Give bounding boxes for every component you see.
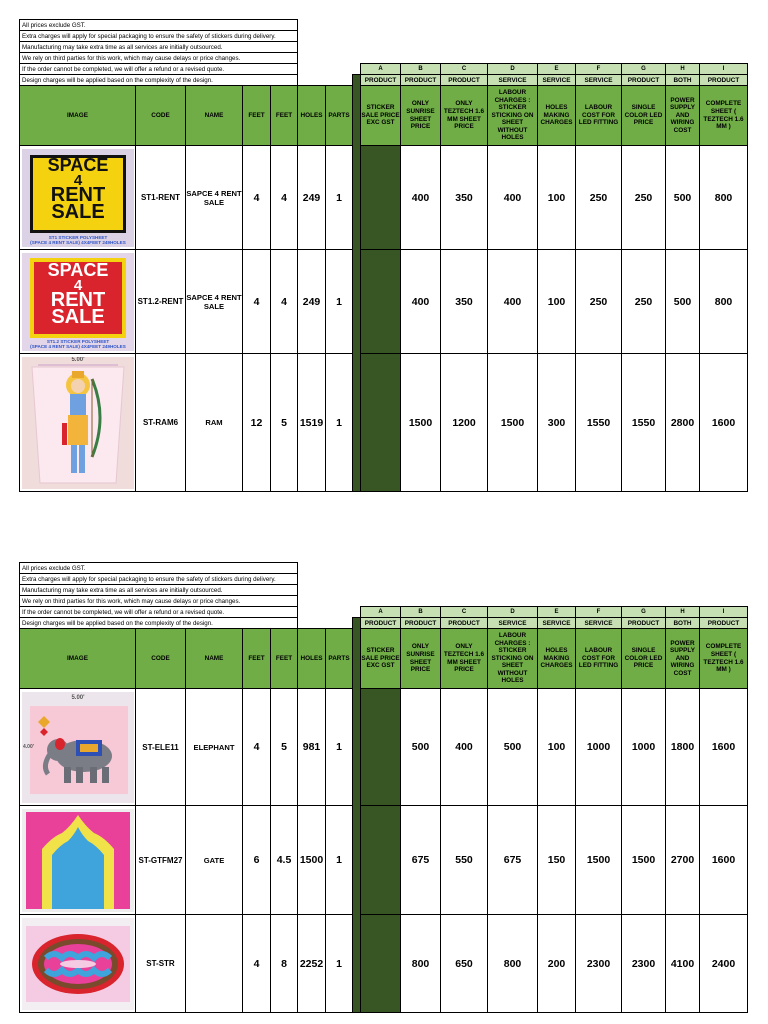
column-letter-row — [20, 64, 748, 75]
sunrise-price: 350 — [441, 146, 488, 250]
header-holes-charges: HOLES MAKING CHARGES — [538, 629, 576, 689]
product-image-cell — [20, 689, 136, 806]
note-line: If the order cannot be completed, we will offer a refund or a revised quote. — [20, 64, 298, 75]
dimension-label: 5.00' — [71, 356, 85, 363]
column-letter: E — [538, 64, 576, 75]
feet-value: 5 — [271, 354, 298, 492]
note-line: Extra charges will apply for special packaging to ensure the safety of stickers during delivery. — [20, 574, 298, 585]
column-type: SERVICE — [538, 618, 576, 629]
column-type: PRODUCT — [622, 618, 666, 629]
note-line: Design charges will be applied based on the complexity of the design. — [20, 75, 298, 86]
header-sticker-price: STICKER SALE PRICE EXC GST — [361, 629, 401, 689]
product-image — [22, 809, 134, 912]
header-labour-charges: LABOUR CHARGES : STICKER STICKING ON SHEET WITHOUT HOLES — [488, 86, 538, 146]
product-image-cell — [20, 915, 136, 1013]
led-fitting-cost: 250 — [622, 250, 666, 354]
note-line: Design charges will be applied based on the complexity of the design. — [20, 618, 298, 629]
header-feet: FEET — [271, 629, 298, 689]
table-row — [20, 250, 748, 354]
header-holes-charges: HOLES MAKING CHARGES — [538, 86, 576, 146]
power-supply-cost: 1600 — [700, 806, 748, 915]
column-type: PRODUCT — [361, 75, 401, 86]
parts-value: 1 — [326, 806, 353, 915]
sunrise-price: 400 — [441, 689, 488, 806]
header-led-fitting: LABOUR COST FOR LED FITTING — [576, 629, 622, 689]
image-caption: (SPACE 4 RENT SALE) 4X4FEET 249HOLES — [30, 343, 126, 349]
header-led-fitting: LABOUR COST FOR LED FITTING — [576, 86, 622, 146]
sunrise-price: 350 — [441, 250, 488, 354]
header-sunrise-price: ONLY SUNRISE SHEET PRICE — [401, 86, 441, 146]
sticker-price: 500 — [401, 689, 441, 806]
column-letter: D — [488, 64, 538, 75]
sign-text: SPACE 4 RENT SALE — [47, 259, 109, 328]
holes-charge: 250 — [576, 146, 622, 250]
led-fitting-cost: 250 — [622, 146, 666, 250]
product-name: SAPCE 4 RENT SALE — [186, 146, 243, 250]
column-letter-row — [20, 607, 748, 618]
product-image — [22, 149, 134, 247]
price-table — [19, 63, 748, 492]
column-letter: H — [666, 607, 700, 618]
column-letter: G — [622, 64, 666, 75]
green-separator — [361, 915, 401, 1013]
column-letter: A — [361, 64, 401, 75]
led-price: 500 — [666, 250, 700, 354]
product-code: ST-RAM6 — [136, 354, 186, 492]
product-image-cell — [20, 250, 136, 354]
column-letter: F — [576, 64, 622, 75]
header-name: NAME — [186, 629, 243, 689]
column-letter: I — [700, 64, 748, 75]
note-line: We rely on third parties for this work, which may cause delays or price changes. — [20, 53, 298, 64]
holes-charge: 1000 — [576, 689, 622, 806]
column-letter: G — [622, 607, 666, 618]
column-type: BOTH — [666, 618, 700, 629]
labour-charge: 100 — [538, 146, 576, 250]
led-price: 4100 — [666, 915, 700, 1013]
sticker-price: 400 — [401, 250, 441, 354]
labour-charge: 100 — [538, 689, 576, 806]
feet-value: 12 — [243, 354, 271, 492]
feet-value: 4 — [243, 915, 271, 1013]
column-type: SERVICE — [576, 75, 622, 86]
power-supply-cost: 800 — [700, 250, 748, 354]
column-letter: A — [361, 607, 401, 618]
column-letter: B — [401, 64, 441, 75]
column-type: PRODUCT — [441, 75, 488, 86]
teztech-price: 500 — [488, 689, 538, 806]
product-name — [186, 915, 243, 1013]
column-letter: I — [700, 607, 748, 618]
product-image-cell — [20, 146, 136, 250]
feet-value: 5 — [271, 689, 298, 806]
feet-value: 8 — [271, 915, 298, 1013]
dimension-label: 5.00' — [71, 694, 85, 701]
feet-value: 4 — [243, 689, 271, 806]
product-code: ST-ELE11 — [136, 689, 186, 806]
header-power-supply: POWER SUPPLY AND WIRING COST — [666, 629, 700, 689]
price-block-2 — [19, 562, 747, 1017]
table-row — [20, 915, 748, 1013]
feet-value: 4 — [243, 146, 271, 250]
led-price: 2700 — [666, 806, 700, 915]
column-letter: H — [666, 64, 700, 75]
price-table — [19, 606, 748, 1013]
holes-charge: 2300 — [576, 915, 622, 1013]
product-code: ST1.2-RENT — [136, 250, 186, 354]
parts-value: 1 — [326, 250, 353, 354]
sticker-price: 675 — [401, 806, 441, 915]
note-line: If the order cannot be completed, we will offer a refund or a revised quote. — [20, 607, 298, 618]
led-fitting-cost: 2300 — [622, 915, 666, 1013]
column-type: PRODUCT — [401, 75, 441, 86]
feet-value: 4 — [243, 250, 271, 354]
teztech-price: 800 — [488, 915, 538, 1013]
column-type-row — [20, 618, 748, 629]
product-name: RAM — [186, 354, 243, 492]
teztech-price: 1500 — [488, 354, 538, 492]
header-led-price: SINGLE COLOR LED PRICE — [622, 86, 666, 146]
column-letter: C — [441, 64, 488, 75]
teztech-price: 400 — [488, 146, 538, 250]
power-supply-cost: 1600 — [700, 689, 748, 806]
holes-value: 1519 — [298, 354, 326, 492]
column-type: PRODUCT — [700, 618, 748, 629]
header-power-supply: POWER SUPPLY AND WIRING COST — [666, 86, 700, 146]
note-line: All prices exclude GST. — [20, 20, 298, 31]
header-image: IMAGE — [20, 629, 136, 689]
column-letter: E — [538, 607, 576, 618]
header-labour-charges: LABOUR CHARGES : STICKER STICKING ON SHEET WITHOUT HOLES — [488, 629, 538, 689]
column-type: BOTH — [666, 75, 700, 86]
image-caption: ST1 STICKER POLYSHEET — [48, 234, 108, 240]
sunrise-price: 550 — [441, 806, 488, 915]
image-caption: ST1.2 STICKER POLYSHEET — [46, 338, 110, 344]
product-code: ST1-RENT — [136, 146, 186, 250]
holes-value: 249 — [298, 250, 326, 354]
header-parts: PARTS — [326, 86, 353, 146]
holes-charge: 1550 — [576, 354, 622, 492]
header-feet: FEET — [243, 629, 271, 689]
column-letter: B — [401, 607, 441, 618]
header-sticker-price: STICKER SALE PRICE EXC GST — [361, 86, 401, 146]
led-price: 2800 — [666, 354, 700, 492]
header-teztech-price: ONLY TEZTECH 1.6 MM SHEET PRICE — [441, 86, 488, 146]
note-line: Manufacturing may take extra time as all services are initially outsourced. — [20, 42, 298, 53]
header-led-price: SINGLE COLOR LED PRICE — [622, 629, 666, 689]
table-row — [20, 146, 748, 250]
holes-value: 2252 — [298, 915, 326, 1013]
green-separator — [361, 146, 401, 250]
header-feet: FEET — [271, 86, 298, 146]
column-type: PRODUCT — [361, 618, 401, 629]
holes-value: 981 — [298, 689, 326, 806]
product-name: SAPCE 4 RENT SALE — [186, 250, 243, 354]
holes-value: 1500 — [298, 806, 326, 915]
header-complete-sheet: COMPLETE SHEET ( TEZTECH 1.6 MM ) — [700, 629, 748, 689]
parts-value: 1 — [326, 915, 353, 1013]
header-code: CODE — [136, 86, 186, 146]
column-type: PRODUCT — [401, 618, 441, 629]
product-image — [22, 253, 134, 351]
column-type: PRODUCT — [441, 618, 488, 629]
product-name: ELEPHANT — [186, 689, 243, 806]
note-line: All prices exclude GST. — [20, 563, 298, 574]
sunrise-price: 1200 — [441, 354, 488, 492]
header-holes: HOLES — [298, 629, 326, 689]
header-name: NAME — [186, 86, 243, 146]
column-type: SERVICE — [488, 618, 538, 629]
header-image: IMAGE — [20, 86, 136, 146]
parts-value: 1 — [326, 689, 353, 806]
header-complete-sheet: COMPLETE SHEET ( TEZTECH 1.6 MM ) — [700, 86, 748, 146]
header-holes: HOLES — [298, 86, 326, 146]
product-image — [22, 357, 134, 489]
note-line: Manufacturing may take extra time as all services are initially outsourced. — [20, 585, 298, 596]
product-code: ST-STR — [136, 915, 186, 1013]
note-line: We rely on third parties for this work, which may cause delays or price changes. — [20, 596, 298, 607]
product-image — [22, 692, 134, 803]
green-separator — [361, 806, 401, 915]
green-separator — [361, 354, 401, 492]
product-image-cell — [20, 354, 136, 492]
table-row — [20, 354, 748, 492]
header-row — [20, 629, 748, 689]
teztech-price: 400 — [488, 250, 538, 354]
column-letter: F — [576, 607, 622, 618]
led-fitting-cost: 1000 — [622, 689, 666, 806]
column-letter: C — [441, 607, 488, 618]
led-price: 500 — [666, 146, 700, 250]
product-image-cell — [20, 806, 136, 915]
column-type: SERVICE — [538, 75, 576, 86]
feet-value: 4 — [271, 250, 298, 354]
green-separator — [361, 250, 401, 354]
table-row — [20, 806, 748, 915]
labour-charge: 150 — [538, 806, 576, 915]
holes-charge: 250 — [576, 250, 622, 354]
column-type: SERVICE — [576, 618, 622, 629]
product-image — [22, 918, 134, 1010]
column-type-row — [20, 75, 748, 86]
sign-text: SPACE 4 RENT SALE — [47, 154, 109, 223]
header-teztech-price: ONLY TEZTECH 1.6 MM SHEET PRICE — [441, 629, 488, 689]
teztech-price: 675 — [488, 806, 538, 915]
led-price: 1800 — [666, 689, 700, 806]
table-row — [20, 689, 748, 806]
image-caption: (SPACE 4 RENT SALE) 4X4FEET 249HOLES — [30, 239, 126, 245]
labour-charge: 200 — [538, 915, 576, 1013]
green-separator — [353, 618, 361, 1013]
feet-value: 4.5 — [271, 806, 298, 915]
header-parts: PARTS — [326, 629, 353, 689]
sticker-price: 1500 — [401, 354, 441, 492]
power-supply-cost: 800 — [700, 146, 748, 250]
column-type: PRODUCT — [700, 75, 748, 86]
holes-value: 249 — [298, 146, 326, 250]
header-feet: FEET — [243, 86, 271, 146]
power-supply-cost: 1600 — [700, 354, 748, 492]
price-block-1 — [19, 19, 747, 494]
parts-value: 1 — [326, 146, 353, 250]
feet-value: 4 — [271, 146, 298, 250]
led-fitting-cost: 1550 — [622, 354, 666, 492]
led-fitting-cost: 1500 — [622, 806, 666, 915]
product-name: GATE — [186, 806, 243, 915]
holes-charge: 1500 — [576, 806, 622, 915]
feet-value: 6 — [243, 806, 271, 915]
labour-charge: 100 — [538, 250, 576, 354]
green-separator — [353, 75, 361, 492]
parts-value: 1 — [326, 354, 353, 492]
product-code: ST-GTFM27 — [136, 806, 186, 915]
header-code: CODE — [136, 629, 186, 689]
green-separator — [361, 689, 401, 806]
header-sunrise-price: ONLY SUNRISE SHEET PRICE — [401, 629, 441, 689]
note-line: Extra charges will apply for special packaging to ensure the safety of stickers during delivery. — [20, 31, 298, 42]
header-row — [20, 86, 748, 146]
sticker-price: 800 — [401, 915, 441, 1013]
column-letter: D — [488, 607, 538, 618]
column-type: PRODUCT — [622, 75, 666, 86]
column-type: SERVICE — [488, 75, 538, 86]
power-supply-cost: 2400 — [700, 915, 748, 1013]
sticker-price: 400 — [401, 146, 441, 250]
sunrise-price: 650 — [441, 915, 488, 1013]
dimension-label: 4.00' — [23, 743, 34, 750]
labour-charge: 300 — [538, 354, 576, 492]
